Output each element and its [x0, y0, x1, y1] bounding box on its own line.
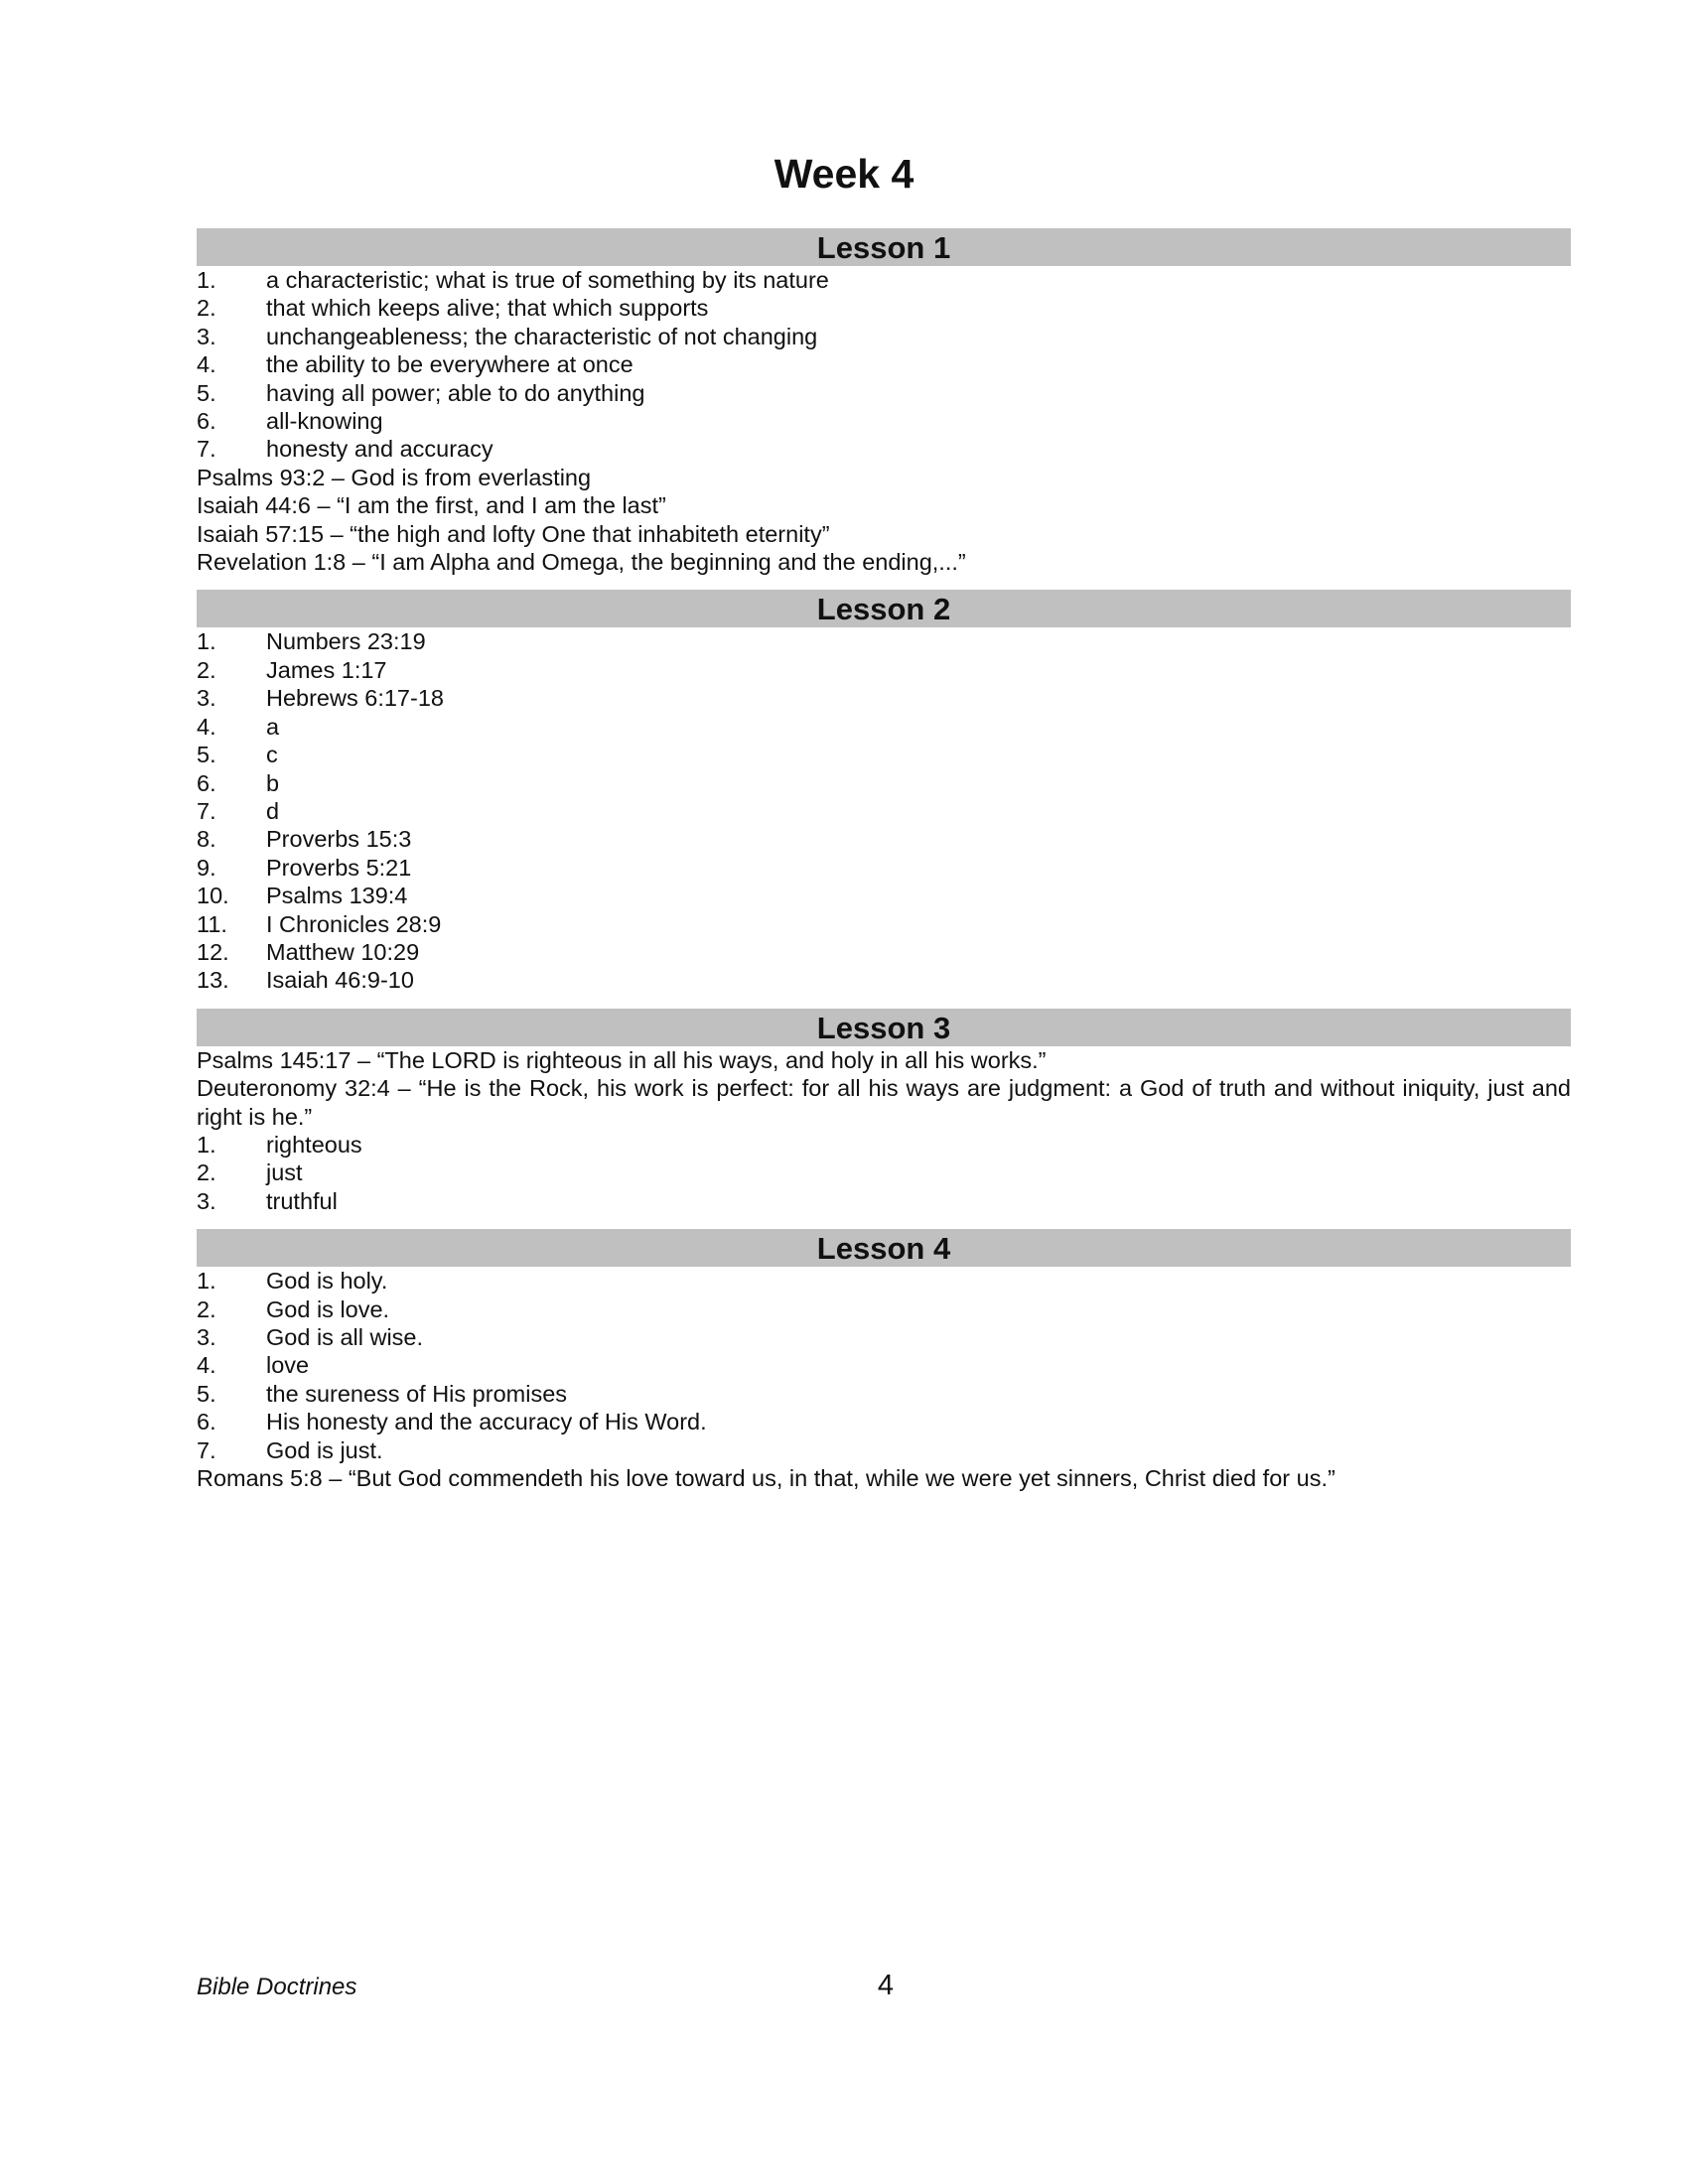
list-item	[197, 627, 1571, 655]
item-text: I Chronicles 28:9	[266, 910, 442, 937]
item-text: God is all wise.	[266, 1324, 424, 1350]
item-number: 1.	[197, 267, 216, 293]
item-number: 3.	[197, 1187, 216, 1214]
verse-line: Psalms 145:17 – “The LORD is righteous in all his ways, and holy in all his works.”	[197, 1046, 1047, 1073]
verse-line: Isaiah 57:15 – “the high and lofty One that inhabiteth eternity”	[197, 520, 830, 547]
list-item	[197, 797, 1571, 825]
lesson-4	[197, 1229, 1571, 1492]
verse-line: Psalms 93:2 – God is from everlasting	[197, 464, 592, 490]
item-text: truthful	[266, 1187, 338, 1214]
page-title: Week 4	[774, 151, 914, 197]
item-number: 13.	[197, 967, 229, 994]
item-text: d	[266, 797, 280, 824]
item-text: Matthew 10:29	[266, 938, 420, 965]
item-number: 4.	[197, 1352, 216, 1379]
item-text: the sureness of His promises	[266, 1380, 568, 1407]
item-number: 1.	[197, 628, 216, 655]
item-text: James 1:17	[266, 656, 387, 683]
item-number: 2.	[197, 1296, 216, 1322]
item-number: 2.	[197, 295, 216, 322]
list-item	[197, 910, 1571, 938]
verse-line: Revelation 1:8 – “I am Alpha and Omega, the beginning and the ending,...”	[197, 549, 966, 576]
item-text: a	[266, 713, 280, 740]
page-number: 4	[877, 1970, 895, 2001]
item-number: 10.	[197, 883, 229, 909]
answer-key	[197, 228, 1571, 1506]
list-item	[197, 1187, 1571, 1215]
list-item	[197, 1296, 1571, 1323]
item-number: 6.	[197, 1409, 216, 1435]
list-item	[197, 938, 1571, 966]
item-number: 8.	[197, 826, 216, 853]
list-item	[197, 1380, 1571, 1408]
verse-paragraph: Deuteronomy 32:4 – “He is the Rock, his work is perfect: for all his ways are judgment: a God of truth and without iniquity, just and right is he.”	[197, 1075, 1571, 1130]
item-number: 3.	[197, 685, 216, 712]
lesson-2-header: Lesson 2	[197, 590, 1571, 627]
item-text: that which keeps alive; that which supports	[266, 295, 709, 322]
list-item	[197, 769, 1571, 797]
list-item	[197, 966, 1571, 994]
item-text: God is holy.	[266, 1268, 388, 1295]
item-text: Numbers 23:19	[266, 628, 426, 655]
item-text: honesty and accuracy	[266, 436, 493, 463]
item-text: b	[266, 769, 280, 796]
list-item	[197, 1436, 1571, 1464]
item-text: having all power; able to do anything	[266, 379, 645, 406]
item-text: God is just.	[266, 1436, 383, 1463]
item-text: Proverbs 15:3	[266, 826, 412, 853]
list-item	[197, 656, 1571, 684]
item-text: unchangeableness; the characteristic of not changing	[266, 323, 818, 349]
item-number: 5.	[197, 742, 216, 768]
list-item	[197, 407, 1571, 435]
item-number: 3.	[197, 323, 216, 349]
lesson-2	[197, 590, 1571, 994]
item-text: Psalms 139:4	[266, 883, 408, 909]
item-number: 7.	[197, 436, 216, 463]
item-text: just	[266, 1160, 303, 1186]
item-text: c	[266, 742, 278, 768]
lesson-3	[197, 1009, 1571, 1215]
item-text: righteous	[266, 1131, 362, 1158]
lesson-4-header: Lesson 4	[197, 1229, 1571, 1267]
item-text: all-knowing	[266, 408, 383, 435]
list-item	[197, 294, 1571, 322]
list-item	[197, 825, 1571, 853]
list-item	[197, 379, 1571, 407]
item-number: 9.	[197, 854, 216, 881]
item-number: 4.	[197, 351, 216, 378]
item-number: 2.	[197, 656, 216, 683]
item-text: His honesty and the accuracy of His Word.	[266, 1409, 707, 1435]
item-number: 3.	[197, 1324, 216, 1350]
list-item	[197, 1159, 1571, 1186]
item-text: Isaiah 46:9-10	[266, 967, 414, 994]
list-item	[197, 1408, 1571, 1435]
verse-line: Isaiah 44:6 – “I am the first, and I am the last”	[197, 492, 666, 519]
list-item	[197, 741, 1571, 768]
lesson-1	[197, 228, 1571, 576]
item-number: 11.	[197, 910, 227, 937]
item-number: 7.	[197, 797, 216, 824]
item-text: Proverbs 5:21	[266, 854, 412, 881]
list-item	[197, 1351, 1571, 1379]
list-item	[197, 854, 1571, 882]
list-item	[197, 1323, 1571, 1351]
list-item	[197, 435, 1571, 463]
item-number: 7.	[197, 1436, 216, 1463]
item-number: 5.	[197, 379, 216, 406]
list-item	[197, 1131, 1571, 1159]
item-text: a characteristic; what is true of something by its nature	[266, 267, 829, 293]
list-item	[197, 713, 1571, 741]
list-item	[197, 684, 1571, 712]
lesson-1-header: Lesson 1	[197, 228, 1571, 266]
item-number: 2.	[197, 1160, 216, 1186]
item-text: love	[266, 1352, 310, 1379]
item-text: God is love.	[266, 1296, 390, 1322]
list-item	[197, 1267, 1571, 1295]
item-number: 1.	[197, 1131, 216, 1158]
lesson-3-header: Lesson 3	[197, 1009, 1571, 1046]
list-item	[197, 323, 1571, 350]
list-item	[197, 882, 1571, 909]
item-number: 4.	[197, 713, 216, 740]
footer-book-title: Bible Doctrines	[197, 1974, 357, 2000]
item-text: the ability to be everywhere at once	[266, 351, 633, 378]
item-number: 6.	[197, 408, 216, 435]
item-number: 1.	[197, 1268, 216, 1295]
list-item	[197, 266, 1571, 294]
item-number: 12.	[197, 938, 229, 965]
item-number: 6.	[197, 769, 216, 796]
verse-line: Romans 5:8 – “But God commendeth his love toward us, in that, while we were yet sinners, Christ died for us.”	[197, 1465, 1336, 1492]
list-item	[197, 350, 1571, 378]
item-number: 5.	[197, 1380, 216, 1407]
item-text: Hebrews 6:17-18	[266, 685, 444, 712]
